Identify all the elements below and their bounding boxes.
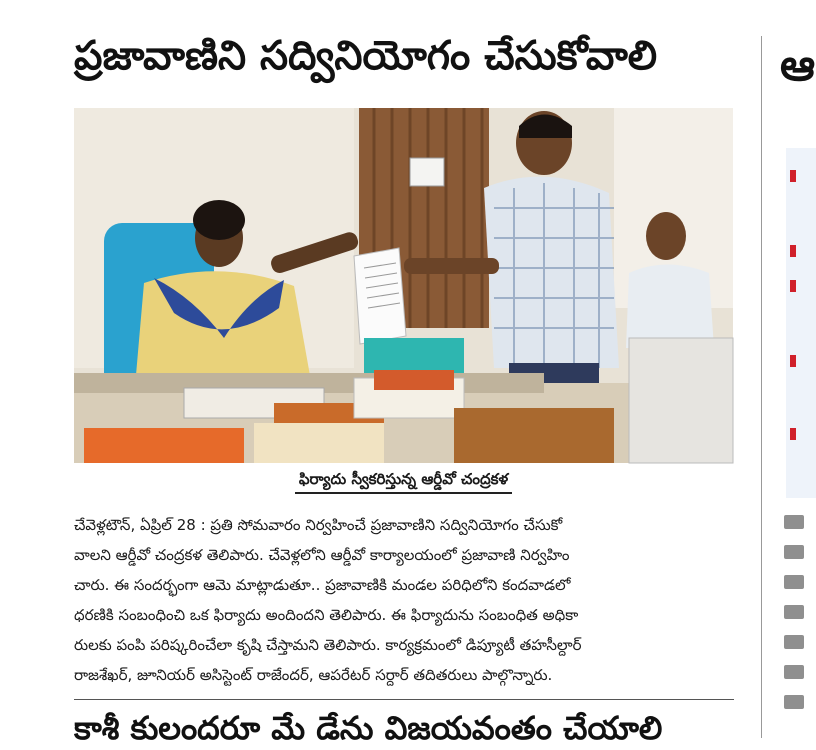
article-body-line: ధరణికి సంబంధించి ఒక ఫిర్యాదు అందిందని తెలిపారు. ఈ ఫిర్యాదును సంబంధిత అధికా [74, 606, 579, 624]
adjacent-bullet [790, 245, 796, 257]
adjacent-bullet [790, 428, 796, 440]
article-body-line: రాజశేఖర్, జూనియర్ అసిస్టెంట్ రాజేందర్, ఆపరేటర్ సర్దార్ తదితరులు పాల్గొన్నారు. [74, 666, 553, 684]
next-article-headline: కాశీ కులందరూ మే డేను విజయవంతం చేయాలి [74, 709, 663, 747]
adjacent-column [770, 0, 816, 738]
adjacent-text-fragment [784, 605, 804, 619]
adjacent-bullet [790, 280, 796, 292]
article-headline: ప్రజావాణిని సద్వినియోగం చేసుకోవాలి [74, 33, 658, 79]
office-scene-illustration [74, 108, 733, 463]
adjacent-bullet [790, 355, 796, 367]
adjacent-headline-fragment: ఆ [780, 40, 816, 91]
article-body-line: చేవెళ్లటౌన్, ఏప్రిల్ 28 : ప్రతి సోమవారం నిర్వహించే ప్రజావాణిని సద్వినియోగం చేసుకో [74, 516, 563, 534]
adjacent-bullet [790, 170, 796, 182]
article-body-line: చారు. ఈ సందర్భంగా ఆమె మాట్లాడుతూ.. ప్రజావాణికి మండల పరిధిలోని కందవాడలో [74, 576, 571, 594]
article-body [74, 510, 734, 690]
adjacent-text-fragment [784, 665, 804, 679]
adjacent-text-fragment [784, 515, 804, 529]
photo-caption: ఫిర్యాదు స్వీకరిస్తున్న ఆర్డీవో చంద్రకళ [295, 466, 512, 494]
photo-caption-wrap [74, 466, 733, 500]
column-divider [761, 36, 762, 738]
adjacent-sidebar-box [786, 148, 816, 498]
article-separator [74, 699, 734, 700]
adjacent-text-fragment [784, 575, 804, 589]
article-body-line: వాలని ఆర్డీవో చంద్రకళ తెలిపారు. చేవెళ్లలోని ఆర్డీవో కార్యాలయంలో ప్రజావాణి నిర్వహిం [74, 546, 570, 564]
adjacent-text-fragment [784, 545, 804, 559]
adjacent-text-fragment [784, 695, 804, 709]
adjacent-text-fragment [784, 635, 804, 649]
article-body-line: రులకు పంపి పరిష్కరించేలా కృషి చేస్తామని తెలిపారు. కార్యక్రమంలో డిప్యూటీ తహసీల్దార్ [74, 636, 582, 654]
article-photo [74, 108, 733, 463]
